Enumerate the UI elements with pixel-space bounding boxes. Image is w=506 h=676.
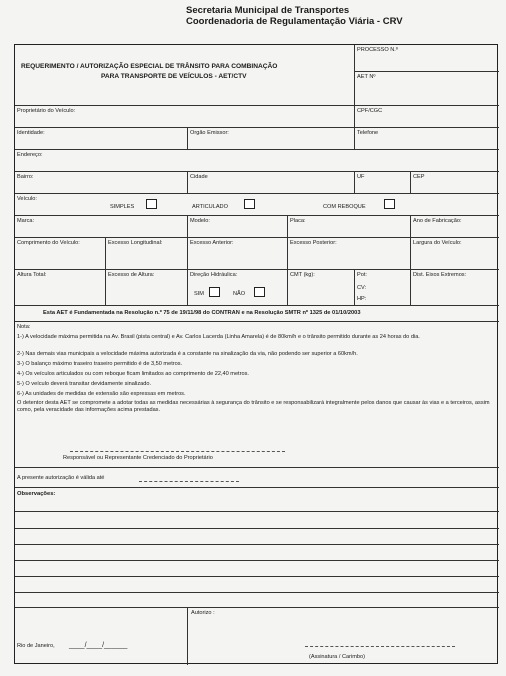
bairro-field[interactable]: Bairro:	[17, 174, 34, 180]
cidade-field[interactable]: Cidade	[190, 174, 208, 180]
excesso-posterior-field[interactable]: Excesso Posterior:	[290, 240, 337, 246]
note-item: 3-) O balanço máximo traseiro traseiro permitido é de 3,50 metros.	[17, 361, 183, 367]
proprietario-field[interactable]: Proprietário do Veículo:	[17, 108, 76, 114]
legal-basis: Esta AET é Fundamentada na Resolução n.º 75 de 19/11/98 do CONTRAN e na Resolução SMTR nº 1325 de 01/10/2003	[43, 310, 361, 316]
comprimento-field[interactable]: Comprimento do Veículo:	[17, 240, 80, 246]
modelo-field[interactable]: Modelo:	[190, 218, 210, 224]
cep-field[interactable]: CEP	[413, 174, 425, 180]
cv-field[interactable]: CV:	[357, 285, 367, 291]
nao-checkbox[interactable]	[254, 287, 265, 297]
nao-label: NÃO	[233, 291, 246, 297]
simples-checkbox[interactable]	[146, 199, 157, 209]
placa-field[interactable]: Placa:	[290, 218, 306, 224]
pot-field[interactable]: Pot:	[357, 272, 367, 278]
uf-field[interactable]: UF	[357, 174, 365, 180]
responsavel-label: Responsável ou Representante Credenciado do Proprietário	[63, 455, 213, 461]
processo-label: PROCESSO N.º	[357, 47, 398, 53]
note-item: 4-) Os veículos articulados ou com reboque ficam limitados ao comprimento de 22,40 metros.	[17, 371, 249, 377]
orgao-emissor-field[interactable]: Orgão Emissor:	[190, 130, 229, 136]
notes-title: Nota:	[17, 324, 31, 330]
sim-checkbox[interactable]	[209, 287, 220, 297]
date-slots[interactable]: ____/____/______	[69, 642, 128, 649]
ano-fabricacao-field[interactable]: Ano de Fabricação:	[413, 218, 462, 224]
signature-line[interactable]	[305, 646, 455, 647]
hp-field[interactable]: HP:	[357, 296, 367, 302]
form-title-line2: PARA TRANSPORTE DE VEÍCULOS - AET/CTV	[101, 73, 247, 80]
com-reboque-checkbox[interactable]	[384, 199, 395, 209]
excesso-anterior-field[interactable]: Excesso Anterior:	[190, 240, 234, 246]
observacoes-label: Observações:	[17, 491, 56, 497]
identidade-field[interactable]: Identidade:	[17, 130, 45, 136]
excesso-altura-field[interactable]: Excesso de Altura:	[108, 272, 155, 278]
aet-form	[14, 44, 498, 664]
marca-field[interactable]: Marca:	[17, 218, 35, 224]
header-coordenadoria: Coordenadoria de Regulamentação Viária - CRV	[186, 16, 403, 27]
telefone-field[interactable]: Telefone	[357, 130, 379, 136]
sim-label: SIM	[194, 291, 204, 297]
articulado-label: ARTICULADO	[192, 204, 228, 210]
largura-field[interactable]: Largura do Veículo:	[413, 240, 462, 246]
note-item: 5-) O veículo deverá transitar devidamente sinalizado.	[17, 381, 152, 387]
note-item: 2-) Nas demais vias municipais a velocidade máxima autorizada é a constante na sinalização da via, não podendo ser superior a 60km/h.	[17, 351, 358, 357]
altura-total-field[interactable]: Altura Total:	[17, 272, 47, 278]
cmt-field[interactable]: CMT (kg):	[290, 272, 315, 278]
autorizo-label: Autorizo :	[191, 610, 215, 616]
header-secretaria: Secretaria Municipal de Transportes	[186, 5, 350, 16]
simples-label: SIMPLES	[110, 204, 135, 210]
note-item: 6-) As unidades de medidas de extensão são expressas em metros.	[17, 391, 186, 397]
aet-label: AET Nº	[357, 74, 376, 80]
rio-de-janeiro-label: Rio de Janeiro,	[17, 643, 55, 649]
endereco-field[interactable]: Endereço:	[17, 152, 43, 158]
form-title-line1: REQUERIMENTO / AUTORIZAÇÃO ESPECIAL DE TRÂNSITO PARA COMBINAÇÃO	[21, 63, 278, 70]
com-reboque-label: COM REBOQUE	[323, 204, 366, 210]
direcao-hidraulica-label: Direção Hidráulica:	[190, 272, 238, 278]
articulado-checkbox[interactable]	[244, 199, 255, 209]
declaration-text: O detentor desta AET se compromete a adotar todas as medidas necessárias à segurança do trânsito e se responsabilizará integralmente pelos danos que causar às vias e a terceiros, assim como, pela veracidade das informações acima prestadas.	[17, 400, 490, 413]
validade-label: A presente autorização é válida até	[17, 475, 105, 481]
veiculo-label: Veículo:	[17, 196, 37, 202]
assinatura-label: (Assinatura / Carimbo)	[309, 654, 365, 660]
dist-eixos-field[interactable]: Dist. Eixos Extremos:	[413, 272, 467, 278]
note-item: 1-) A velocidade máxima permitida na Av. Brasil (pista central) e Av. Carlos Lacerda (Linha Amarela) é de 80km/h e o trânsito permitido durante as 24 horas do dia.	[17, 334, 420, 340]
validade-date-line[interactable]	[139, 481, 239, 482]
cpf-field[interactable]: CPF/CGC	[357, 108, 383, 114]
excesso-longitudinal-field[interactable]: Excesso Longitudinal:	[108, 240, 163, 246]
